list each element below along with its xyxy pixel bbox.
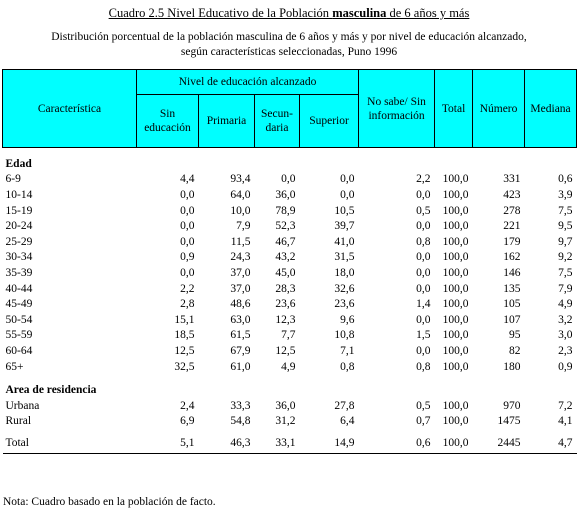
row-label: 6-9 (5, 173, 21, 186)
cell-value: 24,3 (230, 251, 251, 264)
cell-value: 52,3 (275, 220, 296, 233)
cell-value: 0,0 (416, 251, 431, 264)
cell-value: 10,0 (230, 204, 251, 217)
cell-value: 7,5 (558, 204, 573, 217)
cell-value: 64,0 (230, 188, 251, 201)
cell-value: 61,0 (230, 360, 251, 373)
header-sin-educacion-line-1: Sin (159, 108, 176, 120)
cell-value: 63,0 (230, 313, 251, 326)
header-no-sabe (359, 70, 435, 148)
cell-value: 179 (503, 235, 521, 248)
table-row (3, 312, 577, 328)
table-row (3, 296, 577, 312)
footnote: Nota: Cuadro basado en la población de facto. (3, 496, 216, 508)
cell-value: 100,0 (442, 399, 469, 412)
cell-value: 7,1 (340, 344, 355, 357)
cell-value: 32,6 (334, 282, 355, 295)
cell-value: 31,2 (275, 415, 296, 428)
cell-value: 423 (503, 188, 521, 201)
row-label: 50-54 (5, 313, 33, 326)
cell-value: 100,0 (442, 313, 469, 326)
cell-value: 28,3 (275, 282, 296, 295)
spacer-row (3, 148, 577, 157)
cell-value: 0,0 (180, 266, 195, 279)
cell-value: 54,8 (230, 415, 251, 428)
cell-value: 4,9 (281, 360, 296, 373)
cell-value: 100,0 (442, 251, 469, 264)
cell-value: 0,0 (180, 188, 195, 201)
cell-value: 37,0 (230, 266, 251, 279)
row-label: 65+ (5, 360, 24, 373)
cell-value: 0,9 (180, 251, 195, 264)
cell-value: 100,0 (442, 360, 469, 373)
cell-value: 4,1 (558, 415, 573, 428)
cell-value: 0,6 (558, 173, 573, 186)
row-label: 40-44 (5, 282, 33, 295)
cell-value: 33,1 (255, 433, 300, 454)
subtitle-line-1: Distribución porcentual de la población masculina de 6 años y más y por nivel de educación alcanzado, (51, 31, 527, 43)
cell-value: 27,8 (334, 399, 355, 412)
cell-value: 93,4 (230, 173, 251, 186)
row-label: Rural (5, 415, 32, 428)
cell-value: 10,5 (334, 204, 355, 217)
cell-value: 100,0 (442, 235, 469, 248)
cell-value: 100,0 (442, 344, 469, 357)
cell-value: 31,5 (334, 251, 355, 264)
row-label: 30-34 (5, 251, 33, 264)
table-row (3, 218, 577, 234)
cell-value: 11,5 (230, 235, 251, 248)
cell-value: 7,5 (558, 266, 573, 279)
table-row (3, 250, 577, 266)
cell-value: 23,6 (334, 298, 355, 311)
section-edad (3, 156, 577, 172)
cell-value: 0,0 (416, 313, 431, 326)
spacer-cell (3, 374, 577, 382)
cell-value: 12,5 (174, 344, 195, 357)
row-label: 35-39 (5, 266, 33, 279)
cell-value: 0,0 (340, 188, 355, 201)
header-primaria: Primaria (199, 95, 255, 148)
cell-value: 2,3 (558, 344, 573, 357)
table-row (3, 398, 577, 414)
table-row (3, 433, 577, 454)
cell-value: 970 (503, 399, 521, 412)
cell-value: 95 (509, 329, 521, 342)
cell-value: 7,2 (558, 399, 573, 412)
header-numero: Número (473, 70, 525, 148)
cell-value: 0,0 (416, 220, 431, 233)
cell-value: 7,9 (236, 220, 251, 233)
cell-value: 7,9 (558, 282, 573, 295)
cell-value: 15,1 (174, 313, 195, 326)
cell-value: 331 (503, 173, 521, 186)
cell-value: 36,0 (275, 188, 296, 201)
header-sin-educacion (137, 95, 199, 148)
table-subtitle (0, 30, 578, 60)
cell-value: 1,4 (416, 298, 431, 311)
cell-value: 0,0 (416, 282, 431, 295)
cell-value: 78,9 (275, 204, 296, 217)
table-row (3, 359, 577, 375)
header-caracteristica: Característica (3, 70, 137, 148)
cell-value: 7,7 (281, 329, 296, 342)
table-row (3, 172, 577, 188)
cell-value: 180 (503, 360, 521, 373)
cell-value: 14,9 (300, 433, 359, 454)
cell-value: 18,5 (174, 329, 195, 342)
cell-value: 3,0 (558, 329, 573, 342)
cell-value: 0,8 (340, 360, 355, 373)
table-row (3, 265, 577, 281)
header-total: Total (435, 70, 473, 148)
cell-value: 6,4 (340, 415, 355, 428)
cell-value: 12,5 (275, 344, 296, 357)
cell-value: 41,0 (334, 235, 355, 248)
cell-value: 100,0 (442, 204, 469, 217)
cell-value: 39,7 (334, 220, 355, 233)
cell-value: 46,3 (199, 433, 255, 454)
table-row (3, 281, 577, 297)
cell-value: 2445 (473, 433, 525, 454)
cell-value: 67,9 (230, 344, 251, 357)
cell-value: 0,0 (416, 344, 431, 357)
cell-value: 2,8 (180, 298, 195, 311)
section-area (3, 382, 577, 398)
cell-value: 82 (509, 344, 521, 357)
cell-value: 135 (503, 282, 521, 295)
row-label: 55-59 (5, 329, 33, 342)
cell-value: 1475 (497, 415, 521, 428)
cell-value: 48,6 (230, 298, 251, 311)
table-row (3, 414, 577, 430)
title-prefix: Cuadro 2.5 Nivel Educativo de la Población (108, 6, 333, 20)
table-row (3, 187, 577, 203)
cell-value: 9,6 (340, 313, 355, 326)
data-table (2, 69, 577, 454)
cell-value: 100,0 (435, 433, 473, 454)
title-suffix: de 6 años y más (386, 6, 470, 20)
header-mediana: Mediana (525, 70, 577, 148)
cell-value: 5,1 (137, 433, 199, 454)
cell-value: 46,7 (275, 235, 296, 248)
cell-value: 100,0 (442, 282, 469, 295)
section-label: Area de residencia (5, 384, 97, 397)
cell-value: 2,4 (180, 399, 195, 412)
cell-value: 32,5 (174, 360, 195, 373)
cell-value: 0,5 (416, 204, 431, 217)
cell-value: 0,0 (416, 188, 431, 201)
cell-value: 37,0 (230, 282, 251, 295)
subtitle-line-2: según características seleccionadas, Puno 1996 (180, 46, 398, 58)
table-row (3, 343, 577, 359)
row-label: 45-49 (5, 298, 33, 311)
cell-value: 1,5 (416, 329, 431, 342)
header-nivel-group: Nivel de educación alcanzado (137, 70, 359, 95)
cell-value: 18,0 (334, 266, 355, 279)
row-label: 10-14 (5, 188, 33, 201)
cell-value: 0,5 (416, 399, 431, 412)
table-row (3, 328, 577, 344)
cell-value: 100,0 (442, 266, 469, 279)
cell-value: 0,0 (340, 173, 355, 186)
spacer-cell (3, 148, 577, 157)
header-secundaria (255, 95, 300, 148)
cell-value: 6,9 (180, 415, 195, 428)
row-label: 60-64 (5, 344, 33, 357)
cell-value: 100,0 (442, 298, 469, 311)
cell-value: 0,0 (416, 266, 431, 279)
cell-value: 100,0 (442, 329, 469, 342)
cell-value: 0,8 (416, 235, 431, 248)
cell-value: 2,2 (416, 173, 431, 186)
cell-value: 3,9 (558, 188, 573, 201)
cell-value: 4,7 (525, 433, 577, 454)
header-secundaria-line-2: daria (265, 122, 289, 134)
cell-value: 61,5 (230, 329, 251, 342)
cell-value: 278 (503, 204, 521, 217)
cell-value: 146 (503, 266, 521, 279)
cell-value: 0,9 (558, 360, 573, 373)
table-title (0, 6, 578, 21)
table-body (3, 148, 577, 454)
cell-value: 9,5 (558, 220, 573, 233)
cell-value: 0,0 (281, 173, 296, 186)
cell-value: 33,3 (230, 399, 251, 412)
row-label: 20-24 (5, 220, 33, 233)
cell-value: 4,9 (558, 298, 573, 311)
cell-value: 105 (503, 298, 521, 311)
cell-value: 100,0 (442, 415, 469, 428)
table-row (3, 203, 577, 219)
cell-value: 10,8 (334, 329, 355, 342)
cell-value: 45,0 (275, 266, 296, 279)
section-label: Edad (5, 157, 32, 170)
cell-value: 100,0 (442, 173, 469, 186)
header-no-sabe-line-2: información (368, 109, 425, 122)
row-label: Total (3, 433, 137, 454)
row-label: Urbana (5, 399, 40, 412)
cell-value: 0,7 (416, 415, 431, 428)
cell-value: 221 (503, 220, 521, 233)
cell-value: 0,0 (180, 220, 195, 233)
cell-value: 100,0 (442, 220, 469, 233)
header-no-sabe-line-1: No sabe/ Sin (367, 95, 426, 108)
cell-value: 2,2 (180, 282, 195, 295)
cell-value: 162 (503, 251, 521, 264)
header-sin-educacion-line-2: educación (144, 122, 191, 134)
cell-value: 0,6 (359, 433, 435, 454)
spacer-row (3, 374, 577, 382)
row-label: 25-29 (5, 235, 33, 248)
row-label: 15-19 (5, 204, 33, 217)
title-bold: masculina (332, 6, 387, 20)
cell-value: 12,3 (275, 313, 296, 326)
cell-value: 9,7 (558, 235, 573, 248)
cell-value: 3,2 (558, 313, 573, 326)
table-row (3, 234, 577, 250)
header-secundaria-line-1: Secun- (261, 108, 293, 120)
header-superior: Superior (300, 95, 359, 148)
cell-value: 23,6 (275, 298, 296, 311)
cell-value: 4,4 (180, 173, 195, 186)
cell-value: 36,0 (275, 399, 296, 412)
cell-value: 107 (503, 313, 521, 326)
cell-value: 0,0 (180, 204, 195, 217)
cell-value: 43,2 (275, 251, 296, 264)
cell-value: 9,2 (558, 251, 573, 264)
cell-value: 0,0 (180, 235, 195, 248)
cell-value: 0,8 (416, 360, 431, 373)
cell-value: 100,0 (442, 188, 469, 201)
